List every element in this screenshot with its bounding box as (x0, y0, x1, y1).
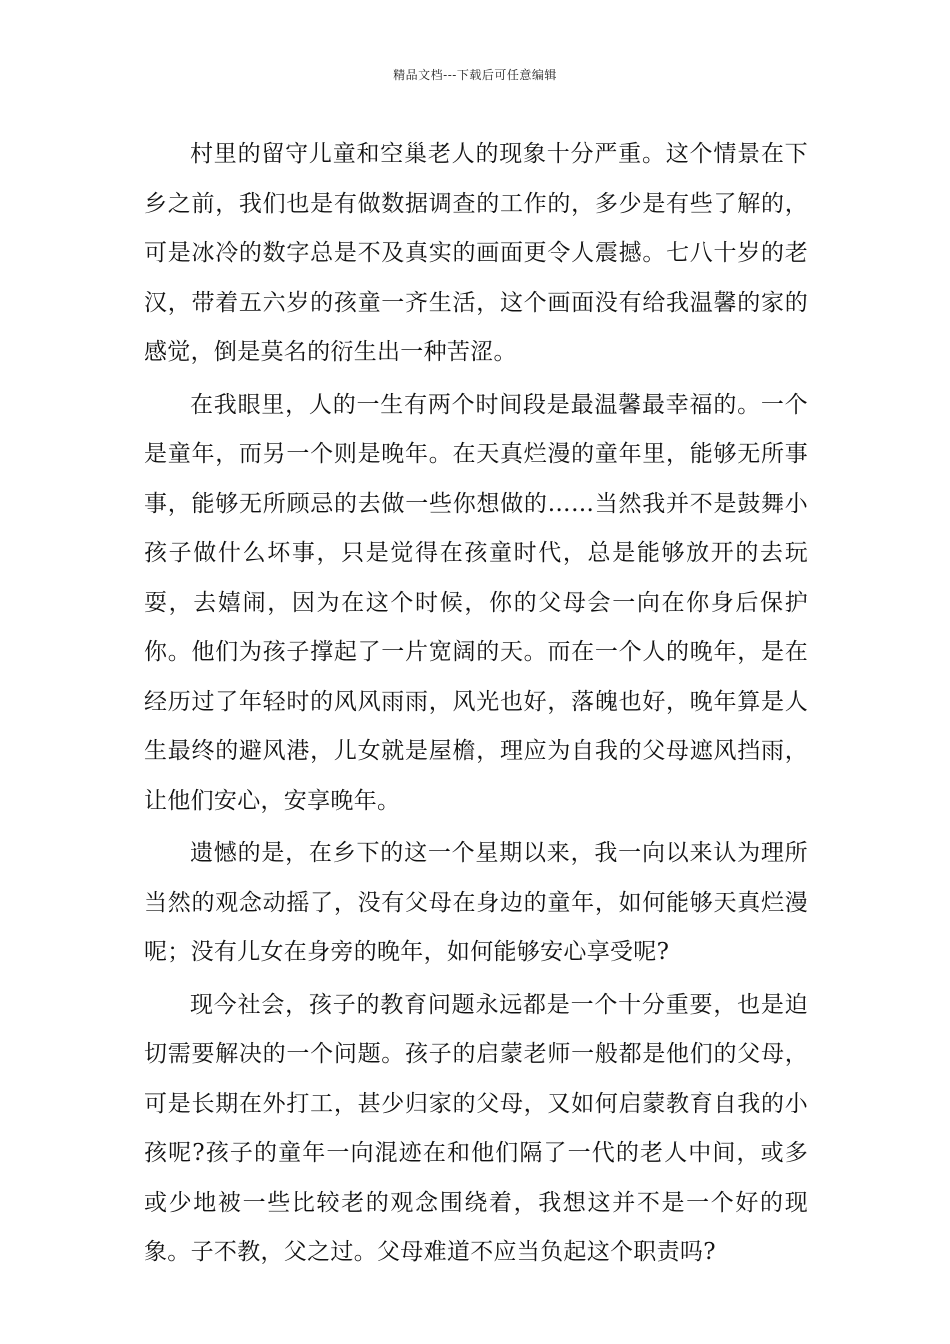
document-body (144, 130, 808, 1278)
paragraph-1: 村里的留守儿童和空巢老人的现象十分严重。这个情景在下乡之前，我们也是有做数据调查的工作的，多少是有些了解的，可是冰冷的数字总是不及真实的画面更令人震撼。七八十岁的老汉，带着五六岁的孩童一齐生活，这个画面没有给我温馨的家的感觉，倒是莫名的衍生出一种苦涩。 (144, 141, 808, 365)
paragraph-4: 现今社会，孩子的教育问题永远都是一个十分重要，也是迫切需要解决的一个问题。孩子的启蒙老师一般都是他们的父母，可是长期在外打工，甚少归家的父母，又如何启蒙教育自我的小孩呢?孩子的童年一向混迹在和他们隔了一代的老人中间，或多或少地被一些比较老的观念围绕着，我想这并不是一个好的现象。子不教，父之过。父母难道不应当负起这个职责吗? (144, 991, 808, 1265)
paragraph-3: 遗憾的是，在乡下的这一个星期以来，我一向以来认为理所当然的观念动摇了，没有父母在身边的童年，如何能够天真烂漫呢；没有儿女在身旁的晚年，如何能够安心享受呢? (144, 840, 808, 965)
paragraph-2: 在我眼里，人的一生有两个时间段是最温馨最幸福的。一个是童年，而另一个则是晚年。在天真烂漫的童年里，能够无所事事，能够无所顾忌的去做一些你想做的……当然我并不是鼓舞小孩子做什么坏事，只是觉得在孩童时代，总是能够放开的去玩耍，去嬉闹，因为在这个时候，你的父母会一向在你身后保护你。他们为孩子撑起了一片宽阔的天。而在一个人的晚年，是在经历过了年轻时的风风雨雨，风光也好，落魄也好，晚年算是人生最终的避风港，儿女就是屋檐，理应为自我的父母遮风挡雨，让他们安心，安享晚年。 (144, 391, 808, 814)
page-header: 精品文档---下载后可任意编辑 (393, 68, 557, 82)
